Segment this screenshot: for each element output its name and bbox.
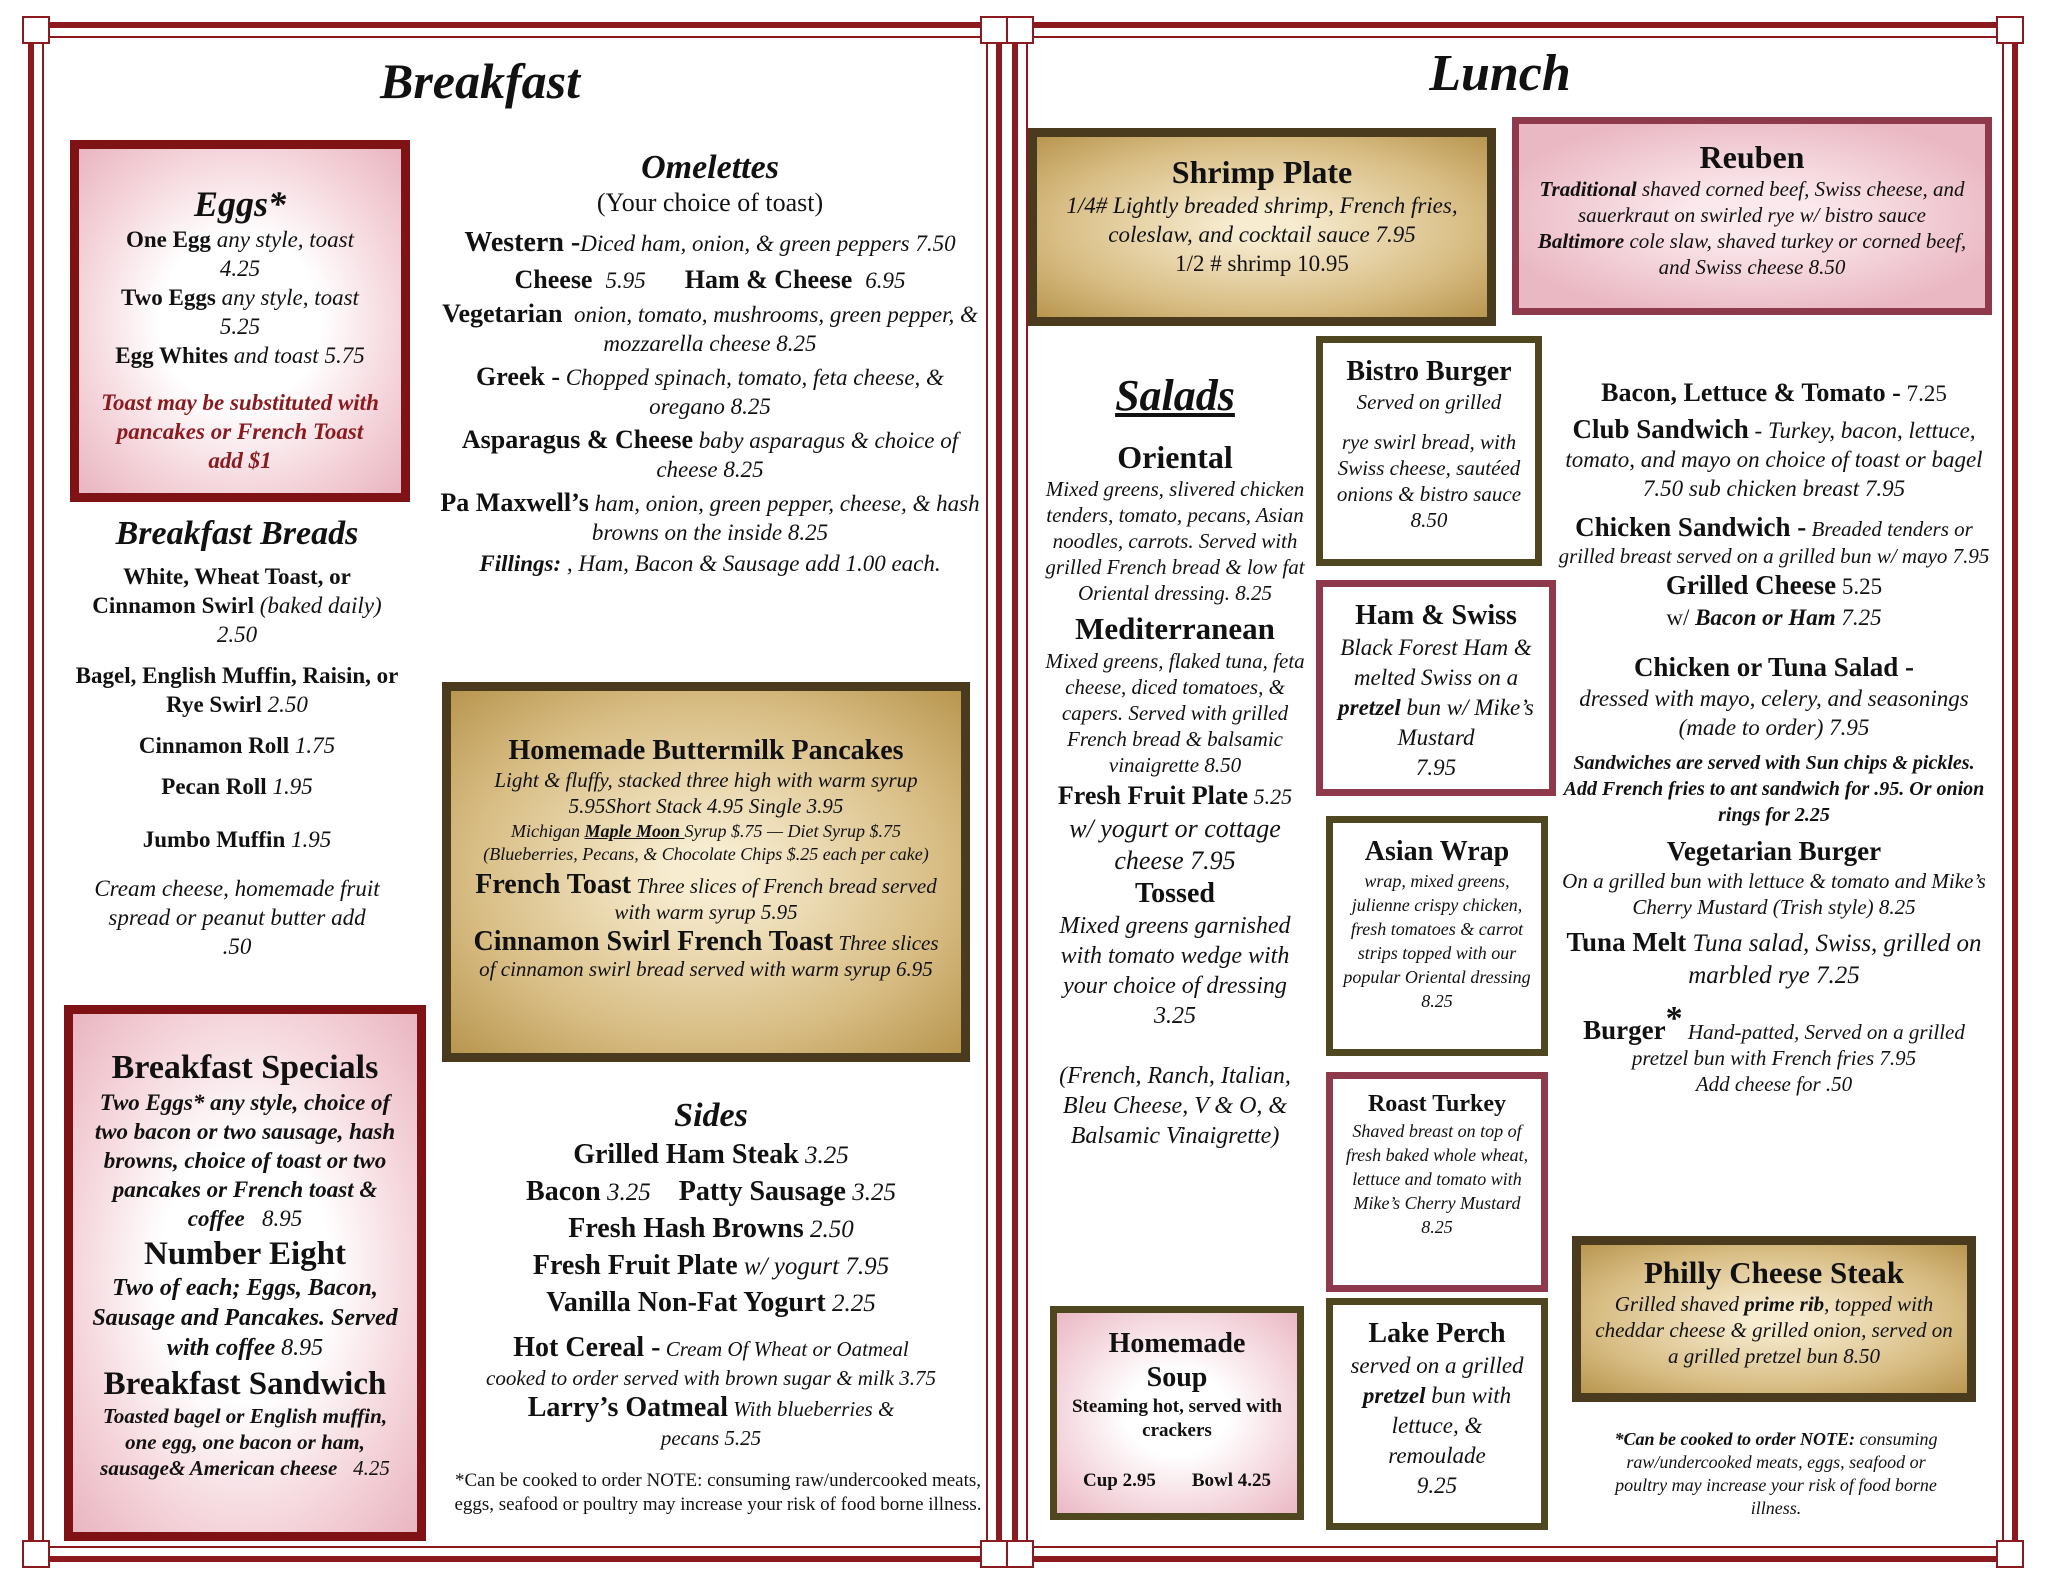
asian-wrap-box [1326, 816, 1548, 1056]
reuben-box [1512, 117, 1992, 315]
shrimp-half: 1/2 # shrimp 10.95 [1175, 251, 1349, 276]
lunch-note-lead: *Can be cooked to order NOTE: [1614, 1429, 1855, 1449]
lake-perch-price: 9.25 [1416, 1473, 1458, 1498]
soup-bowl: Bowl 4.25 [1191, 1470, 1271, 1491]
philly-box [1572, 1236, 1976, 1402]
bread-item-price: 1.75 [289, 733, 336, 758]
chicken-tuna-name: Chicken or Tuna Salad - [1633, 652, 1915, 682]
asparagus-desc: baby asparagus & choice of cheese 8.25 [656, 428, 959, 482]
greek-name: Greek - [476, 362, 561, 391]
oriental-name: Oriental [1117, 439, 1233, 475]
corner-ornament [22, 1540, 50, 1568]
salads-section [1040, 368, 1310, 1151]
eggs-box [70, 140, 410, 502]
cheese-omelette-price: 5.95 [605, 268, 646, 293]
grilled-cheese-add-price: 7.25 [1835, 605, 1882, 630]
lake-perch-pretzel: pretzel [1362, 1383, 1426, 1408]
shrimp-plate-box [1028, 128, 1496, 326]
hash-browns-price: 2.50 [803, 1216, 854, 1243]
bistro-desc3: , with Swiss cheese, sautéed onions & bistro sauce 8.50 [1336, 430, 1522, 532]
breakfast-raw-note: *Can be cooked to order NOTE: consuming raw/undercooked meats, eggs, seafood or poultry may increase your risk of food borne illness. [454, 1470, 982, 1515]
bacon-price: 3.25 [600, 1179, 651, 1206]
sides-section [436, 1095, 986, 1517]
ham-cheese-price: 6.95 [865, 268, 906, 293]
eggs-title: Eggs* [193, 184, 287, 224]
blt-name: Bacon, Lettuce & Tomato - [1601, 378, 1901, 407]
breakfast-breads [72, 512, 402, 961]
reuben-title: Reuben [1699, 139, 1805, 175]
chicken-tuna-desc: dressed with mayo, celery, and seasonings (made to order) 7.95 [1579, 686, 1969, 740]
bread-item-name: White, Wheat Toast, or Cinnamon Swirl [92, 564, 351, 618]
larrys-oatmeal-desc: With blueberries & pecans 5.25 [660, 1397, 895, 1450]
one-egg-desc: any style, toast [210, 227, 355, 252]
salad-fruit-plate-name: Fresh Fruit Plate [1057, 781, 1249, 810]
lunch-raw-note [1606, 1428, 1946, 1520]
corner-ornament [1006, 16, 1034, 44]
two-eggs-price: 5.25 [219, 314, 261, 339]
grilled-cheese-name: Grilled Cheese [1665, 570, 1837, 600]
tossed-name: Tossed [1135, 878, 1215, 909]
reuben-baltimore-name: Baltimore [1537, 229, 1625, 253]
cinnamon-swirl-toast-desc: Three slices of cinnamon swirl bread served with warm syrup 6.95 [479, 931, 939, 981]
soup-cup: Cup 2.95 [1082, 1470, 1156, 1491]
specials-title: Breakfast Specials [111, 1049, 379, 1086]
ham-cheese-name: Ham & Cheese [684, 265, 853, 294]
number-eight-desc: Two of each; Eggs, Bacon, Sausage and Pancakes. Served with coffee [92, 1275, 398, 1361]
salads-title: Salads [1115, 371, 1235, 420]
larrys-oatmeal-name: Larry’s Oatmeal [527, 1392, 729, 1423]
asparagus-name: Asparagus & Cheese [461, 425, 693, 454]
maple-moon-name: Maple Moon [584, 821, 685, 841]
tuna-melt-name: Tuna Melt [1566, 927, 1687, 957]
fillings-desc: , Ham, Bacon & Sausage add 1.00 each. [561, 551, 941, 576]
philly-desc2: , topped with cheddar cheese & grilled onion, served on a grilled pretzel bun 8.50 [1595, 1292, 1953, 1368]
sandwiches-section [1556, 376, 1992, 1097]
burger-desc: Hand-patted, Served on a grilled pretzel bun with French fries 7.95 [1631, 1020, 1965, 1070]
cinnamon-swirl-toast-name: Cinnamon Swirl French Toast [473, 926, 834, 957]
western-desc: Diced ham, onion, & green peppers 7.50 [580, 231, 956, 256]
breakfast-sandwich-price: 4.25 [353, 1456, 390, 1480]
fillings-label: Fillings: [479, 551, 562, 576]
asian-wrap-title: Asian Wrap [1364, 836, 1510, 867]
one-egg-name: One Egg [125, 227, 211, 252]
corner-ornament [22, 16, 50, 44]
philly-prime: prime rib [1744, 1292, 1825, 1316]
bread-item-name: Cinnamon Roll [138, 733, 290, 758]
syrup-post: Syrup $.75 — Diet Syrup $.75 [684, 821, 901, 841]
ham-swiss-desc1: Black Forest Ham & melted Swiss on a [1340, 635, 1532, 690]
reuben-traditional-desc: shaved corned beef, Swiss cheese, and sauerkraut on swirled rye w/ bistro sauce [1577, 177, 1965, 227]
pancakes-box [442, 682, 970, 1062]
omelettes-subtitle: (Your choice of toast) [596, 188, 824, 217]
hot-cereal-desc2: cooked to order served with brown sugar & milk 3.75 [486, 1366, 936, 1390]
lunch-title: Lunch [1429, 45, 1571, 102]
chicken-sandwich-name: Chicken Sandwich - [1575, 512, 1807, 542]
oriental-desc: Mixed greens, slivered chicken tenders, tomato, pecans, Asian noodles, carrots. Served with grilled French bread & low fat Oriental dressing. 8.25 [1045, 477, 1305, 605]
yogurt-name: Vanilla Non-Fat Yogurt [546, 1287, 826, 1318]
roast-turkey-box [1326, 1072, 1548, 1292]
number-eight-price: 8.95 [275, 1335, 324, 1361]
specials-price: 8.95 [262, 1206, 303, 1231]
bistro-desc1: Served on grilled [1356, 390, 1502, 414]
patty-sausage-name: Patty Sausage [678, 1176, 846, 1207]
burger-name: Burger [1583, 1015, 1666, 1045]
lake-perch-desc1: served on a grilled [1350, 1353, 1524, 1378]
tuna-melt-desc: Tuna salad, Swiss, grilled on marbled rye 7.25 [1686, 930, 1982, 989]
reuben-traditional-name: Traditional [1539, 177, 1637, 201]
pancakes-desc: Light & fluffy, stacked three high with warm syrup 5.95Short Stack 4.95 Single 3.95 [494, 768, 918, 818]
philly-title: Philly Cheese Steak [1643, 1255, 1905, 1290]
lake-perch-title: Lake Perch [1368, 1318, 1506, 1349]
two-eggs-desc: any style, toast [215, 285, 359, 310]
ham-swiss-pretzel: pretzel [1338, 695, 1401, 720]
reuben-baltimore-desc: cole slaw, shaved turkey or corned beef, and Swiss cheese 8.50 [1624, 229, 1967, 279]
veg-burger-desc: On a grilled bun with lettuce & tomato and Mike’s Cherry Mustard (Trish style) 8.25 [1562, 869, 1986, 919]
corner-ornament [1996, 1540, 2024, 1568]
burger-star: * [1665, 1000, 1683, 1037]
breakfast-sandwich-desc: Toasted bagel or English muffin, one egg, one bacon or ham, sausage& American cheese [100, 1404, 388, 1480]
club-name: Club Sandwich [1572, 414, 1749, 444]
soup-title2: Soup [1146, 1362, 1208, 1393]
soup-desc: Steaming hot, served with crackers [1071, 1396, 1283, 1441]
breakfast-specials-box [64, 1005, 426, 1541]
tossed-desc: Mixed greens garnished with tomato wedge with your choice of dressing 3.25 [1059, 913, 1291, 1029]
bread-item-price: 2.50 [261, 692, 308, 717]
ham-swiss-title: Ham & Swiss [1355, 600, 1517, 631]
corner-ornament [1996, 16, 2024, 44]
french-toast-desc: Three slices of French bread served with warm syrup 5.95 [614, 874, 937, 924]
bistro-burger-box [1316, 336, 1542, 566]
omelettes-title: Omelettes [641, 149, 779, 186]
burger-add-cheese: Add cheese for .50 [1695, 1072, 1853, 1096]
roast-turkey-title: Roast Turkey [1367, 1091, 1507, 1117]
ham-swiss-price: 7.95 [1415, 755, 1457, 780]
chips-note: Sandwiches are served with Sun chips & pickles. Add French fries to ant sandwich for .95. Or onion rings for 2.25 [1563, 752, 1985, 826]
dressings-list: (French, Ranch, Italian, Bleu Cheese, V & O, & Balsamic Vinaigrette) [1059, 1063, 1291, 1149]
hot-cereal-name: Hot Cereal - [513, 1332, 661, 1363]
pancakes-title: Homemade Buttermilk Pancakes [508, 735, 904, 766]
grilled-cheese-add: Bacon or Ham [1695, 605, 1836, 630]
vegetarian-desc: onion, tomato, mushrooms, green pepper, & mozzarella cheese 8.25 [573, 302, 978, 356]
french-toast-name: French Toast [475, 869, 632, 900]
spread-note: Cream cheese, homemade fruit spread or peanut butter add .50 [94, 876, 380, 959]
pancake-toppings: (Blueberries, Pecans, & Chocolate Chips $.25 each per cake) [483, 844, 929, 864]
patty-sausage-price: 3.25 [845, 1179, 896, 1206]
bistro-title: Bistro Burger [1346, 356, 1512, 387]
sides-title: Sides [674, 1097, 748, 1134]
two-eggs-name: Two Eggs [121, 285, 216, 310]
mediterranean-desc: Mixed greens, flaked tuna, feta cheese, diced tomatoes, & capers. Served with grilled French bread & balsamic vinaigrette 8.50 [1045, 649, 1305, 777]
specials-desc: Two Eggs* any style, choice of two bacon or two sausage, hash browns, choice of toast or two pancakes or French toast & coffee [94, 1090, 396, 1231]
breakfast-title: Breakfast [380, 53, 580, 109]
corner-ornament [980, 16, 1008, 44]
pa-maxwell-name: Pa Maxwell’s [440, 488, 589, 517]
lunch-note-rest: consuming raw/undercooked meats, eggs, seafood or poultry may increase your risk of food borne illness. [1615, 1429, 1938, 1518]
hot-cereal-desc: Cream Of Wheat or Oatmeal [660, 1337, 909, 1361]
salad-fruit-plate-desc: w/ yogurt or cottage cheese 7.95 [1069, 814, 1281, 875]
club-desc: - Turkey, bacon, lettuce, tomato, and mayo on choice of toast or bagel 7.50 sub chicken breast 7.95 [1565, 418, 1983, 501]
hash-browns-name: Fresh Hash Browns [568, 1213, 804, 1244]
greek-desc: Chopped spinach, tomato, feta cheese, & oregano 8.25 [560, 365, 944, 419]
soup-box [1050, 1306, 1304, 1520]
yogurt-price: 2.25 [825, 1290, 876, 1317]
blt-price: 7.25 [1900, 381, 1947, 406]
shrimp-desc: 1/4# Lightly breaded shrimp, French fries, coleslaw, and cocktail sauce 7.95 [1066, 193, 1458, 247]
bread-item-price: 1.95 [285, 827, 332, 852]
fruit-plate-desc: w/ yogurt 7.95 [737, 1253, 890, 1280]
bread-item-desc: (baked daily) 2.50 [216, 593, 382, 647]
bread-item-price: 1.95 [266, 774, 313, 799]
bread-item-name: Pecan Roll [161, 774, 267, 799]
lake-perch-desc2: bun with lettuce, & remoulade [1388, 1383, 1512, 1468]
bread-item-name: Jumbo Muffin [142, 827, 286, 852]
lake-perch-box [1326, 1298, 1548, 1530]
philly-desc1: Grilled shaved [1614, 1292, 1745, 1316]
soup-title1: Homemade [1108, 1328, 1246, 1359]
shrimp-title: Shrimp Plate [1171, 154, 1353, 190]
breads-title: Breakfast Breads [115, 515, 359, 552]
bistro-desc2: rye swirl bread [1341, 430, 1470, 454]
number-eight-title: Number Eight [144, 1236, 346, 1272]
roast-turkey-desc: Shaved breast on top of fresh baked whole wheat, lettuce and tomato with Mike’s Cherry Mustard 8.25 [1345, 1121, 1529, 1237]
chicken-sandwich-desc: Breaded tenders or grilled breast served on a grilled bun w/ mayo 7.95 [1558, 517, 1990, 568]
pa-maxwell-desc: ham, onion, green pepper, cheese, & hash browns on the inside 8.25 [588, 491, 980, 545]
grilled-cheese-price: 5.25 [1836, 574, 1883, 599]
grilled-cheese-w: w/ [1666, 605, 1696, 630]
egg-whites-name: Egg Whites [115, 343, 228, 368]
breakfast-sandwich-title: Breakfast Sandwich [103, 1366, 387, 1402]
omelettes-section [440, 148, 980, 578]
toast-note: Toast may be substituted with pancakes or French Toast add $1 [101, 390, 379, 473]
veg-burger-name: Vegetarian Burger [1666, 836, 1882, 866]
bread-item-name: Bagel, English Muffin, Raisin, or Rye Swirl [75, 663, 399, 717]
ham-swiss-box [1316, 580, 1556, 796]
salad-fruit-plate-price: 5.25 [1248, 784, 1293, 809]
corner-ornament [1006, 1540, 1034, 1568]
syrup-pre: Michigan [511, 821, 585, 841]
vegetarian-name: Vegetarian [442, 299, 563, 328]
asian-wrap-desc: wrap, mixed greens, julienne crispy chicken, fresh tomatoes & carrot strips topped with our popular Oriental dressing 8.25 [1343, 871, 1531, 1011]
cheese-omelette-name: Cheese [514, 265, 593, 294]
ham-steak-name: Grilled Ham Steak [573, 1139, 799, 1170]
mediterranean-name: Mediterranean [1075, 611, 1275, 646]
ham-swiss-desc2: bun w/ Mike’s Mustard [1397, 695, 1534, 750]
bacon-name: Bacon [526, 1176, 601, 1207]
fruit-plate-name: Fresh Fruit Plate [532, 1250, 738, 1281]
corner-ornament [980, 1540, 1008, 1568]
ham-steak-price: 3.25 [798, 1142, 849, 1169]
one-egg-price: 4.25 [219, 256, 261, 281]
western-name: Western - [464, 227, 581, 258]
egg-whites-desc: and toast 5.75 [227, 343, 365, 368]
